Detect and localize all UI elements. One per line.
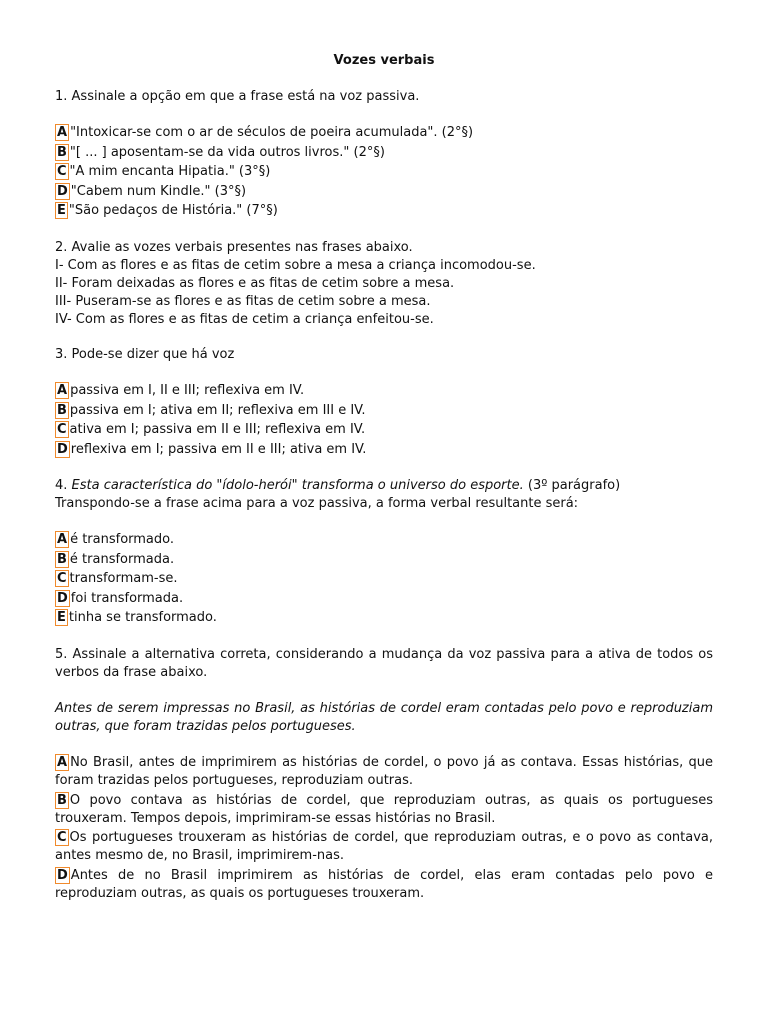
statement-iv: IV- Com as flores e as fitas de cetim a criança enfeitou-se.: [55, 312, 434, 327]
option-text: Os portugueses trouxeram as histórias de cordel, que reproduziam outras, e o povo as contava, antes mesmo de, no Brasil, imprimirem-nas.: [55, 830, 713, 863]
option-text: "São pedaços de História." (7°§): [68, 203, 278, 218]
statement-ii: II- Foram deixadas as flores e as fitas de cetim sobre a mesa.: [55, 276, 455, 291]
option-q4-a[interactable]: [55, 531, 713, 551]
option-q4-b[interactable]: [55, 551, 713, 571]
question-5-options: [55, 754, 713, 904]
option-text: "[ ... ] aposentam-se da vida outros livros." (2°§): [69, 144, 385, 160]
question-1: [55, 88, 713, 106]
option-text: transformam-se.: [69, 571, 178, 586]
option-q4-d[interactable]: [55, 590, 713, 610]
option-q5-d[interactable]: [55, 867, 713, 905]
statement-iii: III- Puseram-se as flores e as fitas de cetim sobre a mesa.: [55, 294, 431, 309]
option-letter[interactable]: D: [57, 183, 68, 199]
quoted-sentence: Esta característica do "ídolo-herói" transforma o universo do esporte.: [71, 478, 524, 493]
option-letter[interactable]: E: [57, 610, 66, 625]
question-2-prompt: 2. Avalie as vozes verbais presentes nas frases abaixo.: [55, 240, 413, 255]
question-3: [55, 346, 713, 364]
option-text: é transformada.: [69, 551, 175, 567]
option-text: "Intoxicar-se com o ar de séculos de poeira acumulada". (2°§): [70, 125, 474, 140]
option-letter[interactable]: E: [57, 203, 66, 218]
option-q1-a[interactable]: [55, 124, 713, 144]
option-text: Antes de no Brasil imprimirem as histórias de cordel, elas eram contadas pelo povo e reproduziam outras, as quais os portugueses trouxeram.: [55, 867, 713, 901]
option-q4-e[interactable]: [55, 609, 713, 629]
option-letter[interactable]: A: [57, 383, 68, 398]
question-1-prompt: 1. Assinale a opção em que a frase está na voz passiva.: [55, 89, 420, 104]
option-q5-b[interactable]: [55, 792, 713, 830]
question-4: [55, 477, 713, 513]
question-4-prompt: [55, 477, 713, 495]
source-reference: (3º parágrafo): [523, 478, 621, 493]
question-number: 4.: [55, 478, 72, 493]
option-text: No Brasil, antes de imprimirem as histórias de cordel, o povo já as contava. Essas histórias, que foram trazidas pelos portugueses, reproduziam outras.: [55, 755, 713, 788]
question-2: [55, 239, 713, 329]
question-1-options: [55, 124, 713, 222]
option-letter[interactable]: A: [57, 532, 68, 547]
question-4-instruction: Transpondo-se a frase acima para a voz passiva, a forma verbal resultante será:: [55, 496, 579, 511]
question-3-prompt: 3. Pode-se dizer que há voz: [55, 347, 235, 362]
question-3-options: [55, 382, 713, 460]
option-letter[interactable]: B: [57, 402, 67, 418]
option-q1-d[interactable]: [55, 183, 713, 203]
option-q1-c[interactable]: [55, 163, 713, 183]
option-letter[interactable]: B: [57, 144, 67, 160]
option-letter[interactable]: D: [57, 867, 68, 883]
option-text: ativa em I; passiva em II e III; reflexiva em IV.: [69, 422, 366, 437]
option-q3-c[interactable]: [55, 421, 713, 441]
page-title: Vozes verbais: [333, 53, 435, 68]
option-q1-b[interactable]: [55, 144, 713, 164]
question-5-prompt: 5. Assinale a alternativa correta, considerando a mudança da voz passiva para a ativa de todos os verbos da frase abaixo.: [55, 647, 713, 680]
question-4-options: [55, 531, 713, 629]
option-q5-c[interactable]: [55, 829, 713, 867]
option-q5-a[interactable]: [55, 754, 713, 792]
option-text: tinha se transformado.: [68, 610, 217, 625]
option-q4-c[interactable]: [55, 570, 713, 590]
option-letter[interactable]: A: [57, 755, 68, 770]
option-text: "Cabem num Kindle." (3°§): [70, 183, 247, 199]
option-q3-a[interactable]: [55, 382, 713, 402]
option-letter[interactable]: C: [57, 164, 67, 179]
option-letter[interactable]: C: [57, 422, 67, 437]
option-text: O povo contava as histórias de cordel, que reproduziam outras, as quais os portugueses trouxeram. Tempos depois, imprimiram-se essas histórias no Brasil.: [55, 792, 713, 826]
option-letter[interactable]: D: [57, 441, 68, 457]
option-letter[interactable]: B: [57, 792, 67, 808]
option-letter[interactable]: A: [57, 125, 68, 140]
option-letter[interactable]: C: [57, 830, 67, 845]
option-text: foi transformada.: [70, 590, 184, 606]
option-q1-e[interactable]: [55, 202, 713, 222]
option-text: reflexiva em I; passiva em II e III; ativa em IV.: [70, 441, 367, 457]
statement-i: I- Com as flores e as fitas de cetim sobre a mesa a criança incomodou-se.: [55, 258, 536, 273]
option-letter[interactable]: C: [57, 571, 67, 586]
option-letter[interactable]: D: [57, 590, 68, 606]
option-text: "A mim encanta Hipatia." (3°§): [69, 164, 271, 179]
question-5-quote: Antes de serem impressas no Brasil, as histórias de cordel eram contadas pelo povo e reproduziam outras, que foram trazidas pelos portugueses.: [55, 701, 713, 734]
option-q3-b[interactable]: [55, 402, 713, 422]
option-text: passiva em I; ativa em II; reflexiva em III e IV.: [69, 402, 366, 418]
option-text: passiva em I, II e III; reflexiva em IV.: [70, 383, 305, 398]
option-q3-d[interactable]: [55, 441, 713, 461]
option-letter[interactable]: B: [57, 551, 67, 567]
option-text: é transformado.: [70, 532, 174, 547]
